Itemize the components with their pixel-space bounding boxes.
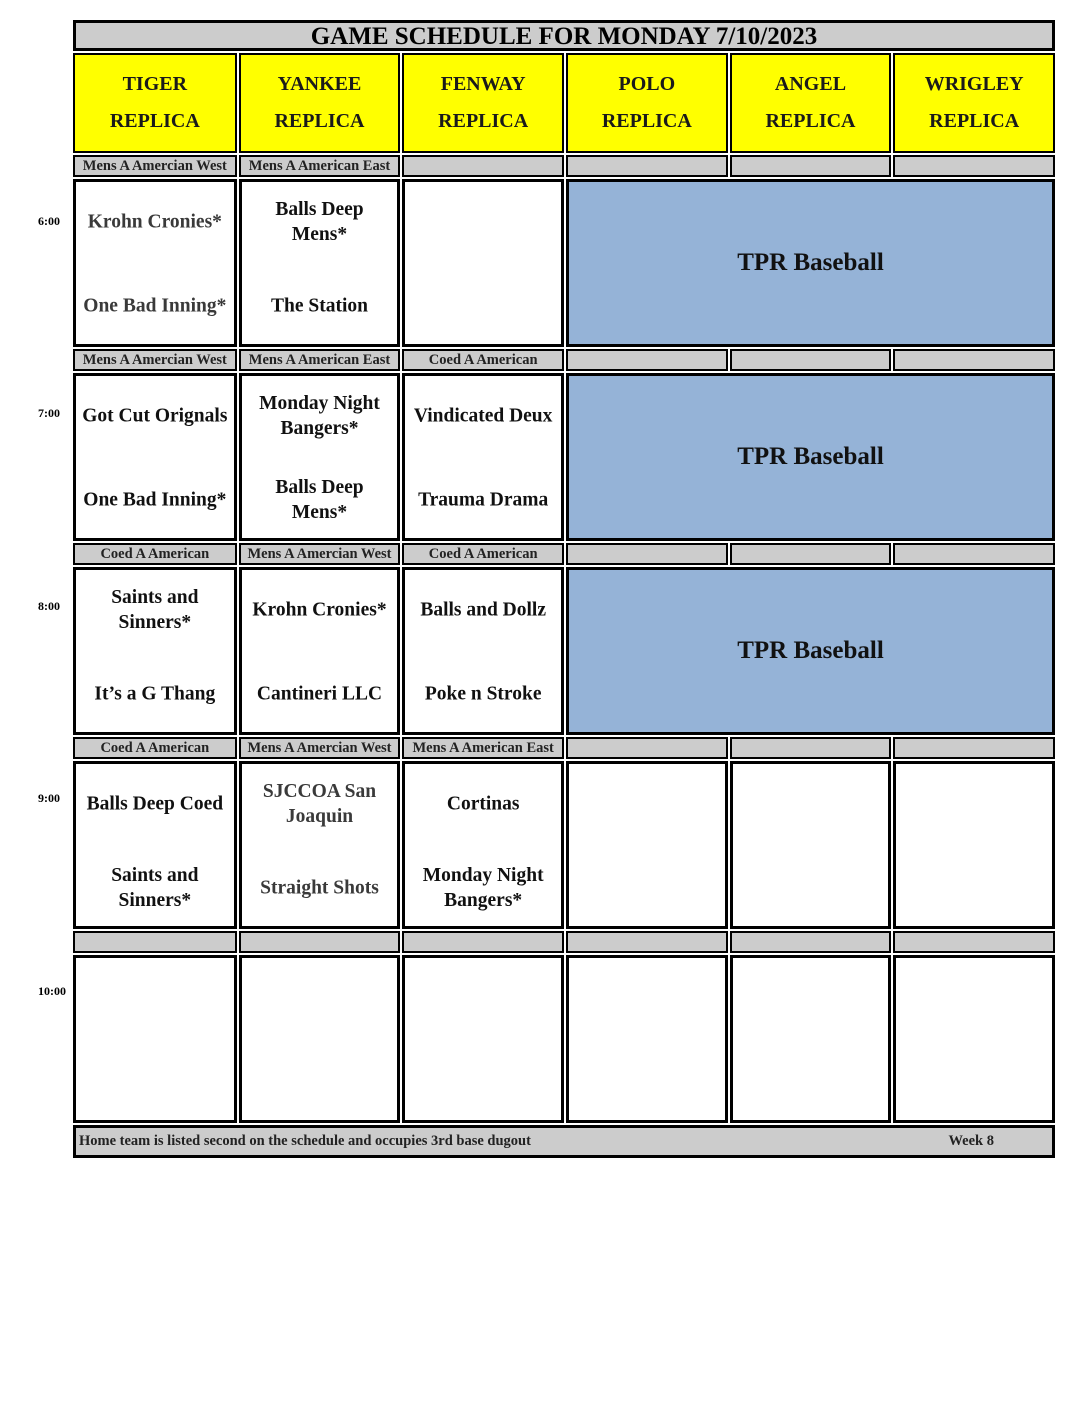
field-header-wrigley [893,53,1055,153]
division-label [730,349,892,371]
schedule-table [73,20,1055,1158]
division-row [73,931,1055,953]
division-label [730,155,892,177]
division-label: Mens A Amercian West [73,349,237,371]
division-label: Coed A American [402,349,564,371]
division-label: Mens A Amercian West [239,737,401,759]
team-name: Balls Deep Mens* [275,199,364,245]
game-cell [239,567,401,735]
division-label [730,543,892,565]
field-header-angel [730,53,892,153]
week-label: Week 8 [948,1133,994,1149]
game-cell [566,955,728,1123]
schedule-title: GAME SCHEDULE FOR MONDAY 7/10/2023 [73,20,1055,51]
division-label [566,349,728,371]
division-row [73,155,1055,177]
game-cell [730,761,892,929]
team-name: Vindicated Deux [413,405,553,427]
team-name: Cantineri LLC [256,683,383,705]
division-label [893,155,1055,177]
field-header-yankee [239,53,401,153]
tpr-baseball-block: TPR Baseball [566,373,1055,541]
game-cell [239,373,401,541]
division-label [73,931,237,953]
division-label: Mens A American East [402,737,564,759]
team-name: One Bad Inning* [83,295,227,317]
team-name: Monday Night Bangers* [259,393,380,439]
game-row-7 [73,373,1055,541]
game-cell [239,955,401,1123]
division-label: Mens A Amercian West [239,543,401,565]
division-row [73,543,1055,565]
team-name: The Station [271,295,368,317]
game-cell [239,179,401,347]
division-label [730,737,892,759]
time-label-9: 9:00 [38,791,60,805]
field-sub: REPLICA [601,110,692,132]
division-label: Mens A American East [239,155,401,177]
team-name: Balls and Dollz [420,599,547,621]
game-cell [239,761,401,929]
division-row [73,737,1055,759]
division-label [566,543,728,565]
field-sub: REPLICA [765,110,856,132]
team-name: It’s a G Thang [94,683,216,705]
field-header-fenway [402,53,564,153]
game-row-8 [73,567,1055,735]
team-name: Poke n Stroke [424,683,542,705]
time-label-6: 6:00 [38,214,60,228]
team-name: Trauma Drama [418,489,549,511]
field-header-tiger [73,53,237,153]
game-cell [402,179,564,347]
tpr-baseball-block: TPR Baseball [566,179,1055,347]
division-label [730,931,892,953]
game-row-6 [73,179,1055,347]
division-label: Mens A Amercian West [73,155,237,177]
division-label [566,931,728,953]
game-cell [893,761,1055,929]
field-name: POLO [618,73,676,95]
team-name: Krohn Cronies* [87,211,222,233]
field-sub: REPLICA [438,110,529,132]
field-sub: REPLICA [929,110,1020,132]
field-name: ANGEL [774,73,847,95]
field-sub: REPLICA [274,110,365,132]
team-name: SJCCOA San Joaquin [262,781,377,827]
team-name: Balls Deep Coed [86,793,224,815]
division-label: Coed A American [73,543,237,565]
team-name: Saints and Sinners* [111,865,199,911]
game-cell [73,567,237,735]
field-name: WRIGLEY [924,73,1024,95]
team-name: Straight Shots [260,877,379,899]
game-cell [402,761,564,929]
division-label [893,543,1055,565]
field-name: YANKEE [277,73,362,95]
team-name: Saints and Sinners* [111,587,199,633]
division-label [239,931,401,953]
division-label: Coed A American [402,543,564,565]
division-label: Coed A American [73,737,237,759]
tpr-baseball-block: TPR Baseball [566,567,1055,735]
division-label [566,155,728,177]
team-name: Monday Night Bangers* [422,865,544,911]
game-cell [402,567,564,735]
division-label [893,349,1055,371]
game-row-10 [73,955,1055,1123]
team-name: Got Cut Orignals [82,405,228,427]
team-name: One Bad Inning* [83,489,227,511]
game-cell [402,955,564,1123]
team-name: Cortinas [446,793,520,815]
game-row-9 [73,761,1055,929]
game-cell [893,955,1055,1123]
home-team-note: Home team is listed second on the schedule and occupies 3rd base dugout [79,1133,531,1149]
field-name: TIGER [122,73,188,95]
game-cell [730,955,892,1123]
game-cell [73,373,237,541]
division-label [893,931,1055,953]
game-cell [73,179,237,347]
time-label-10: 10:00 [38,984,66,998]
division-label [893,737,1055,759]
division-label [402,931,564,953]
time-label-7: 7:00 [38,406,60,420]
time-label-8: 8:00 [38,599,60,613]
schedule-footer [73,1125,1055,1158]
division-label [566,737,728,759]
field-header-polo [566,53,728,153]
division-label [402,155,564,177]
game-cell [73,761,237,929]
game-cell [402,373,564,541]
game-cell [566,761,728,929]
team-name: Balls Deep Mens* [275,477,364,523]
division-label: Mens A American East [239,349,401,371]
field-header-row [73,51,1055,153]
team-name: Krohn Cronies* [252,599,387,621]
division-row [73,349,1055,371]
game-cell [73,955,237,1123]
field-name: FENWAY [440,73,526,95]
field-sub: REPLICA [109,110,200,132]
